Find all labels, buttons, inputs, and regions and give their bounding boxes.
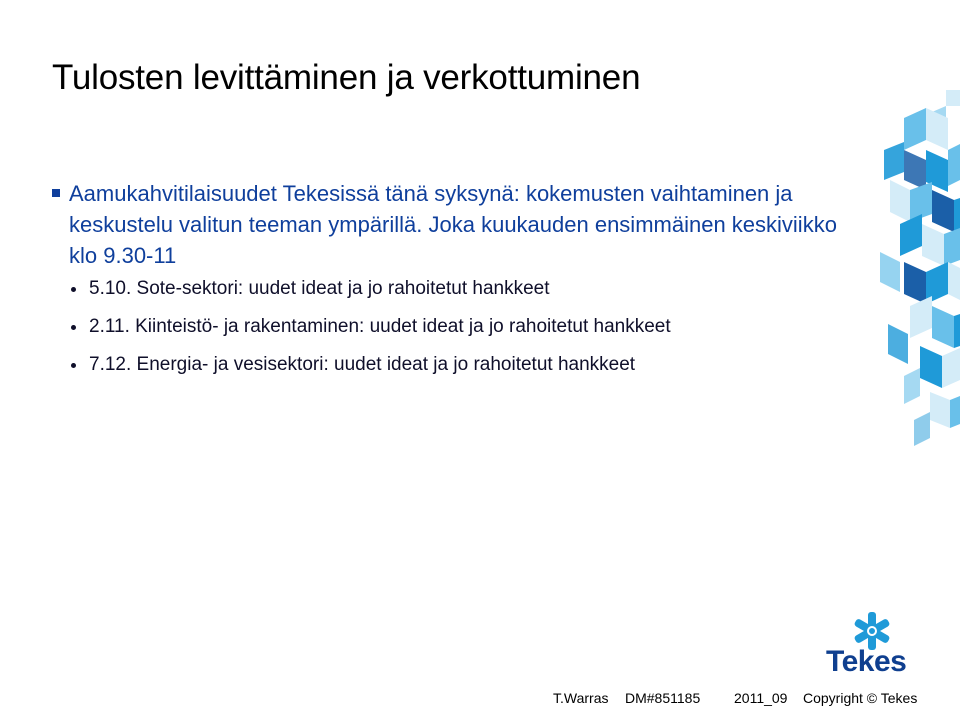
sub-bullet-text: 2.11. Kiinteistö- ja rakentaminen: uudet ideat ja jo rahoitetut hankkeet bbox=[89, 316, 671, 337]
square-bullet-icon bbox=[52, 189, 60, 197]
round-bullet-icon bbox=[71, 287, 76, 292]
sub-bullet-item bbox=[52, 277, 852, 301]
footer-author: T.Warras bbox=[553, 690, 609, 706]
sub-bullet-text: 7.12. Energia- ja vesisektori: uudet ideat ja jo rahoitetut hankkeet bbox=[89, 354, 636, 375]
footer-date: 2011_09 bbox=[734, 690, 788, 706]
slide-title: Tulosten levittäminen ja verkottuminen bbox=[52, 58, 641, 97]
round-bullet-icon bbox=[71, 325, 76, 330]
sub-bullet-text: 5.10. Sote-sektori: uudet ideat ja jo rahoitetut hankkeet bbox=[89, 278, 550, 299]
footer-copyright: Copyright © Tekes bbox=[803, 690, 918, 706]
sub-bullet-list bbox=[52, 277, 852, 377]
footer-doc-id: DM#851185 bbox=[625, 690, 701, 706]
sub-bullet-item bbox=[52, 315, 852, 339]
slide-content bbox=[52, 178, 852, 391]
main-bullet-text: Aamukahvitilaisuudet Tekesissä tänä syksynä: kokemusten vaihtaminen ja keskustelu valitun teeman ympärillä. Joka kuukauden ensimmäinen keskiviikko klo 9.30-11 bbox=[69, 181, 837, 268]
sub-bullet-item bbox=[52, 353, 852, 377]
tekes-logo-text: Tekes bbox=[826, 645, 907, 678]
main-bullet-item bbox=[52, 178, 852, 271]
round-bullet-icon bbox=[71, 363, 76, 368]
